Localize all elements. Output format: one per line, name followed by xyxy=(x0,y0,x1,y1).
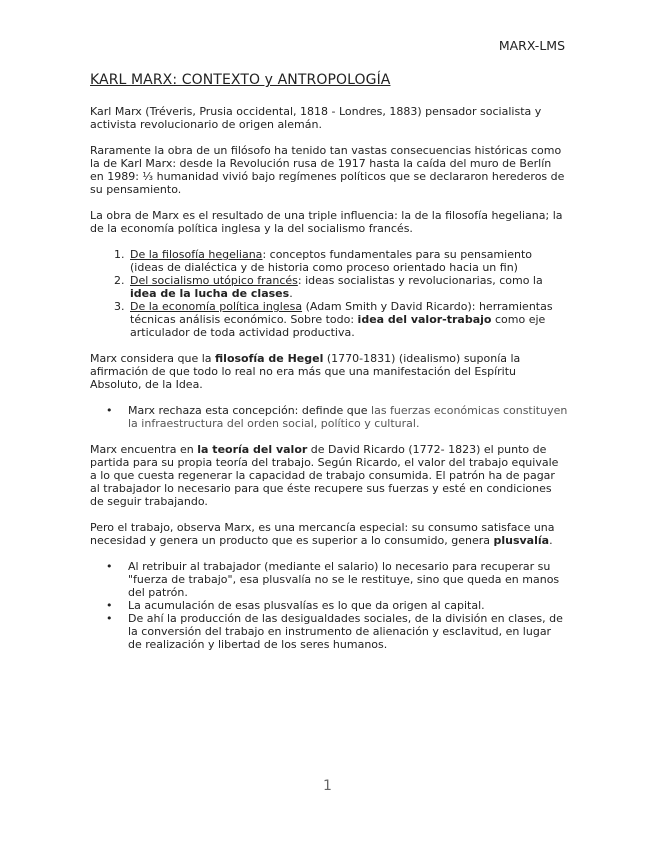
plusvalia-bullet-list xyxy=(90,560,568,651)
bullet-icon: • xyxy=(106,404,113,417)
hegel-paragraph xyxy=(90,352,568,391)
influence-title: De la economía política inglesa xyxy=(130,300,303,313)
influence-bold: idea de la lucha de clases xyxy=(130,287,290,300)
list-item xyxy=(106,404,568,430)
bullet-icon: • xyxy=(106,612,113,625)
document-header-label: MARX-LMS xyxy=(498,38,565,53)
document-title: KARL MARX: CONTEXTO y ANTROPOLOGÍA xyxy=(90,72,391,88)
hegel-bullet-pre: Marx rechaza esta concepción: definde que xyxy=(128,404,372,417)
influence-paragraph: La obra de Marx es el resultado de una triple influencia: la de la filosofía hegeliana; la de la economía política inglesa y la del socialismo francés. xyxy=(90,209,563,235)
trabajo-bold: plusvalía xyxy=(493,534,550,547)
hegel-pre: Marx considera que la xyxy=(90,352,216,365)
list-item xyxy=(106,612,568,651)
list-item xyxy=(106,560,568,599)
consequences-paragraph: Raramente la obra de un filósofo ha tenido tan vastas consecuencias históricas como la de Karl Marx: desde la Revolución rusa de 1917 hasta la caída del muro de Berlín en 1989: ⅓ humanidad vivió bajo regímenes políticos que se declararon herederos de su pensamiento. xyxy=(90,144,565,196)
bullet-text: De ahí la producción de las desigualdades sociales, de la división en clases, de la conversión del trabajo en instrumento de alienación y esclavitud, en lugar de realización y libertad de los seres humanos. xyxy=(128,612,563,651)
page-number: 1 xyxy=(323,778,332,794)
hegel-post: (1770-1831) (idealismo) suponía la afirmación de que todo lo real no era más que una manifestación del Espíritu Absoluto, de la Idea. xyxy=(90,352,521,391)
trabajo-paragraph xyxy=(90,521,568,547)
ricardo-post: de David Ricardo (1772- 1823) el punto de partida para su propia teoría del trabajo. Según Ricardo, el valor del trabajo equivale a lo que cuesta regenerar la capacidad de trabajo consumida. El patrón ha de pagar al trabajador lo necesario para que éste recupere sus fuerzas y esté en condiciones de seguir trabajando. xyxy=(90,443,559,508)
influence-bold: idea del valor-trabajo xyxy=(357,313,492,326)
ricardo-bold: la teoría del valor xyxy=(197,443,308,456)
influence-text: (Adam Smith y David Ricardo): herramientas técnicas análisis económico. Sobre todo: xyxy=(130,300,553,326)
list-item xyxy=(128,274,568,300)
hegel-bullet-list xyxy=(90,404,568,430)
influence-tail: . xyxy=(289,287,293,300)
influence-title: Del socialismo utópico francés xyxy=(130,274,298,287)
hegel-bullet-muted: las fuerzas económicas constituyen la infraestructura del orden social, político y cultural. xyxy=(128,404,568,430)
list-item xyxy=(106,599,568,612)
bullet-icon: • xyxy=(106,599,113,612)
bullet-text: Al retribuir al trabajador (mediante el salario) lo necesario para recuperar su "fuerza de trabajo", esa plusvalía no se le restituye, sino que queda en manos del patrón. xyxy=(128,560,560,599)
document-body xyxy=(90,74,568,664)
intro-paragraph: Karl Marx (Tréveris, Prusia occidental, 1818 - Londres, 1883) pensador socialista y activista revolucionario de origen alemán. xyxy=(90,105,542,131)
influence-text: : ideas socialistas y revolucionarias, como la xyxy=(297,274,543,287)
list-item xyxy=(128,248,568,274)
ricardo-paragraph xyxy=(90,443,568,508)
list-item xyxy=(128,300,568,339)
hegel-bold: filosofía de Hegel xyxy=(215,352,324,365)
ricardo-pre: Marx encuentra en xyxy=(90,443,198,456)
influence-text: : conceptos fundamentales para su pensamiento (ideas de dialéctica y de historia como proceso orientado hacia un fin) xyxy=(130,248,532,274)
influences-list xyxy=(90,248,568,339)
influence-tail: como eje articulador de toda actividad productiva. xyxy=(130,313,546,339)
trabajo-pre: Pero el trabajo, observa Marx, es una mercancía especial: su consumo satisface una necesidad y genera un producto que es superior a lo consumido, genera xyxy=(90,521,555,547)
bullet-text: La acumulación de esas plusvalías es lo que da origen al capital. xyxy=(128,599,485,612)
trabajo-post: . xyxy=(549,534,553,547)
bullet-icon: • xyxy=(106,560,113,573)
influence-title: De la filosofía hegeliana xyxy=(130,248,263,261)
